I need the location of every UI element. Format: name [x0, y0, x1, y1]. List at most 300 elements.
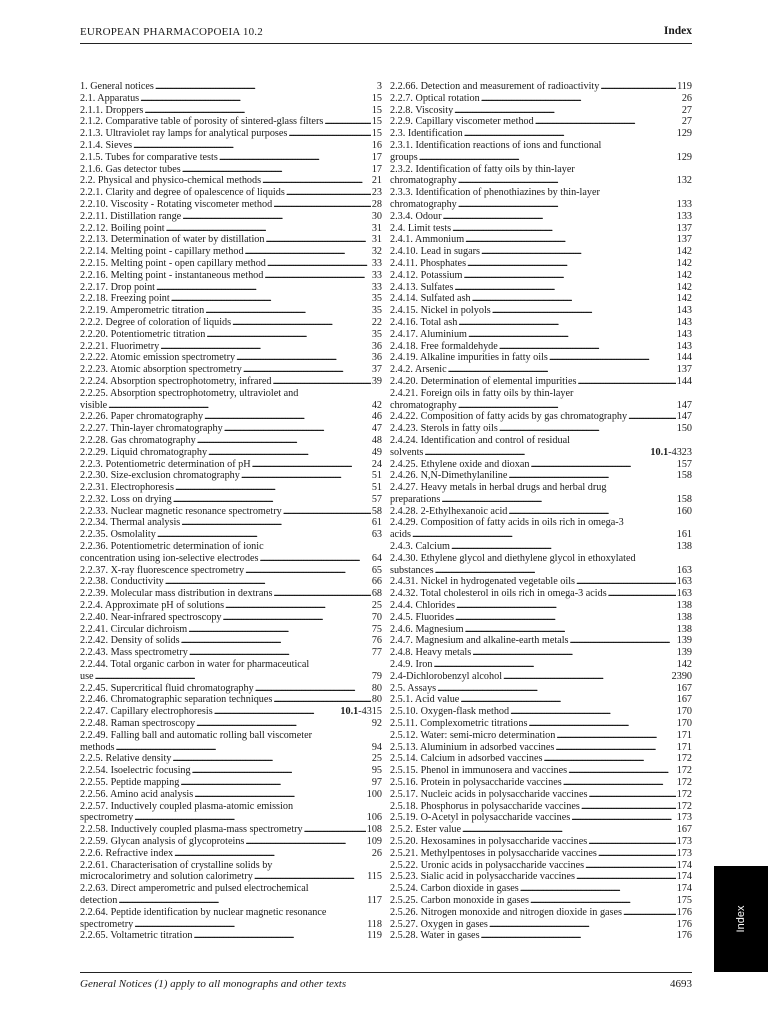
index-entry	[80, 824, 382, 836]
index-entry-text: 2.4.28. 2-Ethylhexanoic acid	[390, 505, 508, 517]
index-entry-text: 2.4.3. Calcium	[390, 541, 450, 553]
index-entry-page	[372, 93, 382, 105]
leader-dots	[463, 270, 675, 282]
index-entry-page-number: 172	[676, 788, 692, 800]
index-entry-page	[677, 836, 692, 848]
index-entry-page-number: 158	[676, 493, 692, 505]
index-entry-page	[677, 506, 692, 518]
index-entry-page-number: 46	[371, 411, 382, 423]
index-entry	[390, 282, 692, 294]
index-entry-text: 2.2.30. Size-exclusion chromatography	[80, 470, 240, 482]
index-entry	[80, 305, 382, 317]
leader-dots	[608, 588, 676, 600]
leader-dots	[454, 105, 681, 117]
index-entry-page	[340, 706, 382, 718]
index-entry-page-number: 175	[676, 894, 692, 906]
index-entry-text: 2.2.29. Liquid chromatography	[80, 446, 208, 458]
leader-dots	[576, 576, 676, 588]
index-entry-page	[677, 246, 692, 258]
index-entry-page	[367, 789, 382, 801]
index-entry-text: 2.2.23. Atomic absorption spectrometry	[80, 364, 242, 376]
index-entry-text: 2.4.9. Iron	[390, 659, 433, 671]
index-entry-page-number: 172	[676, 753, 692, 765]
leader-dots	[452, 223, 676, 235]
index-entry-page	[677, 400, 692, 412]
index-entry-text: 2.2.28. Gas chromatography	[80, 434, 196, 446]
index-entry-page-number: 173	[676, 847, 692, 859]
index-entry-page-number: 137	[676, 364, 692, 376]
index-entry-text: 2.2.22. Atomic emission spectrometry	[80, 352, 236, 364]
leader-dots	[588, 836, 676, 848]
index-entry-page-number: 173	[676, 836, 692, 847]
index-entry-text: 2.5.18. Phosphorus in polysaccharide vaccines	[390, 800, 580, 812]
leader-dots	[528, 718, 675, 730]
index-entry-page-number: 66	[371, 576, 382, 588]
index-entry	[80, 435, 382, 447]
index-entry-text: 2.5.2. Ester value	[390, 824, 462, 836]
index-entry	[390, 588, 692, 600]
index-entry-text: 2.4.25. Ethylene oxide and dioxan	[390, 458, 530, 470]
index-entry	[80, 293, 382, 305]
leader-dots	[508, 506, 675, 518]
leader-dots	[623, 907, 676, 919]
index-entry-page-number: 31	[371, 234, 382, 246]
index-entry	[80, 600, 382, 612]
index-entry-page-number: 76	[371, 635, 382, 647]
index-entry-text: 2.2.12. Boiling point	[80, 222, 165, 234]
leader-dots	[535, 116, 681, 128]
index-entry-page	[677, 659, 692, 671]
index-entry-page	[372, 211, 382, 223]
index-entry-page	[372, 506, 382, 518]
leader-dots	[204, 411, 371, 423]
index-entry	[390, 553, 692, 577]
index-entry-text: 2.2.42. Density of solids	[80, 635, 180, 647]
index-entry-text: 2.2.5. Relative density	[80, 753, 172, 765]
index-entry-page-number: 75	[371, 623, 382, 635]
leader-dots	[225, 600, 371, 612]
index-entry-page-number: 163	[676, 588, 692, 600]
index-entry-text: 2.2.61. Characterisation of crystalline solids by	[80, 859, 273, 871]
index-entry-page-number: 143	[676, 340, 692, 352]
leader-dots	[181, 635, 371, 647]
index-entry-page	[372, 612, 382, 624]
index-entry-page-number: 163	[676, 576, 692, 588]
index-entry	[390, 836, 692, 848]
index-entry-page-number: 79	[371, 670, 382, 682]
index-entry-text: 2.2.65. Voltametric titration	[80, 930, 193, 942]
index-entry-page	[372, 199, 382, 211]
index-entry-text: 2.1.6. Gas detector tubes	[80, 163, 181, 175]
leader-dots	[419, 152, 676, 164]
index-entry-page-number: 61	[371, 517, 382, 529]
leader-dots	[324, 116, 371, 128]
index-entry	[390, 730, 692, 742]
index-entry-page	[372, 258, 382, 270]
index-entry-page-number: 129	[676, 151, 692, 163]
index-entry-text: 2.5. Assays	[390, 682, 437, 694]
index-entry	[80, 152, 382, 164]
index-entry-text: 2.2.47. Capillary electrophoresis	[80, 706, 213, 718]
index-entry-page-number: 157	[676, 458, 692, 470]
index-entry-page	[677, 812, 692, 824]
index-entry-page	[677, 647, 692, 659]
leader-dots	[196, 718, 371, 730]
leader-dots	[508, 470, 675, 482]
index-entry-text: 2.2.48. Raman spectroscopy	[80, 718, 196, 730]
leader-dots	[208, 447, 371, 459]
index-entry	[390, 305, 692, 317]
leader-dots	[585, 860, 676, 872]
index-entry	[80, 175, 382, 187]
leader-dots	[549, 352, 676, 364]
leader-dots	[581, 801, 676, 813]
leader-dots	[443, 211, 676, 223]
index-entry	[80, 447, 382, 459]
index-entry-text: 2.4.21. Foreign oils in fatty oils by thin-layer	[390, 387, 574, 399]
index-entry-text: 2.2.26. Paper chromatography	[80, 411, 204, 423]
leader-dots	[194, 930, 367, 942]
index-entry-page-number: 92	[371, 718, 382, 730]
index-entry	[390, 635, 692, 647]
index-entry-text: 2.2.16. Melting point - instantaneous method	[80, 269, 264, 281]
leader-dots	[243, 364, 371, 376]
leader-dots	[245, 836, 365, 848]
index-entry-text: 2.3.4. Odour	[390, 210, 442, 222]
leader-dots	[468, 329, 676, 341]
index-entry-page	[677, 600, 692, 612]
leader-dots	[140, 93, 371, 105]
index-entry-page	[677, 930, 692, 942]
index-entry	[80, 352, 382, 364]
index-entry-text: 2.4.8. Heavy metals	[390, 647, 472, 659]
index-entry-text: 2.2.17. Drop point	[80, 281, 155, 293]
index-entry	[390, 211, 692, 223]
index-entry	[390, 706, 692, 718]
index-entry-page-number: 142	[676, 293, 692, 305]
index-entry	[80, 683, 382, 695]
index-entry	[390, 765, 692, 777]
index-entry-page	[372, 364, 382, 376]
index-entry-text: 2.4.27. Heavy metals in herbal drugs and herbal drug	[390, 482, 607, 494]
index-entry	[80, 470, 382, 482]
leader-dots	[197, 435, 371, 447]
leader-dots	[273, 199, 371, 211]
index-entry	[390, 671, 692, 683]
index-entry-page	[677, 801, 692, 813]
index-entry-text: 2.5.22. Uronic acids in polysaccharide vaccines	[390, 859, 585, 871]
index-entry	[80, 246, 382, 258]
index-entry-text: 2.5.19. O-Acetyl in polysaccharide vaccines	[390, 812, 571, 824]
index-entry-text: 2.5.17. Nucleic acids in polysaccharide vaccines	[390, 788, 588, 800]
index-entry-page	[677, 305, 692, 317]
leader-dots	[598, 848, 676, 860]
index-entry-page-number: 39	[371, 375, 382, 387]
leader-dots	[95, 671, 371, 683]
index-entry	[80, 647, 382, 659]
leader-dots	[454, 282, 675, 294]
leader-dots	[252, 459, 371, 471]
index-entry-page	[372, 553, 382, 565]
index-entry	[390, 694, 692, 706]
index-entry-page	[372, 423, 382, 435]
leader-dots	[273, 694, 370, 706]
index-entry	[390, 164, 692, 188]
index-entry-page-number: 161	[676, 529, 692, 541]
leader-dots	[628, 411, 676, 423]
index-entry-page	[367, 871, 382, 883]
index-entry-page-number: 176	[676, 906, 692, 918]
index-entry-text: 2.2.66. Detection and measurement of radioactivity	[390, 81, 600, 92]
index-entry-page-number: 64	[371, 552, 382, 564]
leader-dots	[462, 824, 676, 836]
index-entry-page-number: 51	[371, 470, 382, 482]
index-entry	[80, 187, 382, 199]
index-entry-text: 2.5.12. Water: semi-micro determination	[390, 729, 556, 741]
index-entry-page	[372, 175, 382, 187]
index-entry-page-number: 147	[676, 411, 692, 423]
index-entry-text: 2.2.63. Direct amperometric and pulsed electrochemical	[80, 883, 309, 895]
leader-dots	[160, 341, 371, 353]
index-entry	[80, 694, 382, 706]
index-entry-text: 2.2.6. Refractive index	[80, 847, 174, 859]
index-entry-text: 2.2.35. Osmolality	[80, 529, 156, 541]
index-entry-page-number: 106	[366, 812, 382, 824]
leader-dots	[194, 789, 366, 801]
index-entry-page	[372, 317, 382, 329]
index-entry-text: spectrometry	[80, 812, 134, 824]
index-entry-page	[677, 529, 692, 541]
leader-dots	[433, 659, 675, 671]
index-entry-text: 2.4.20. Determination of elemental impurities	[390, 375, 577, 387]
index-entry-page-supplement: 10.1	[650, 446, 669, 458]
index-entry	[390, 187, 692, 211]
index-entry-page-number: 32	[371, 246, 382, 258]
index-entry	[80, 576, 382, 588]
index-entry-page-number: 170	[676, 706, 692, 718]
index-entry-page-number: 15	[371, 104, 382, 116]
leader-dots	[206, 329, 370, 341]
leader-dots	[464, 128, 676, 140]
index-entry-page-number: 144	[676, 375, 692, 387]
index-entry	[390, 930, 692, 942]
leader-dots	[118, 895, 366, 907]
index-entry-text: 2.2.19. Amperometric titration	[80, 305, 205, 317]
index-entry-page	[372, 647, 382, 659]
index-entry	[390, 576, 692, 588]
leader-dots	[245, 565, 371, 577]
index-entry-page	[677, 317, 692, 329]
index-entry-page-number: 150	[676, 423, 692, 435]
index-entry	[80, 860, 382, 884]
index-entry-text: 2.2.15. Melting point - open capillary method	[80, 257, 266, 269]
index-entry-text: 2.4.17. Aluminium	[390, 328, 467, 340]
index-entry-page-number: 167	[676, 682, 692, 694]
index-entry-text: 2.4.18. Free formaldehyde	[390, 340, 498, 352]
index-entry-text: 2.2.4. Approximate pH of solutions	[80, 600, 225, 612]
index-entry-page-number: 160	[676, 505, 692, 517]
index-entry-page	[372, 624, 382, 636]
index-entry-page-number: 172	[676, 765, 692, 777]
index-entry-page-number: 143	[676, 328, 692, 340]
index-entry	[80, 635, 382, 647]
index-entry	[390, 246, 692, 258]
index-entry	[80, 341, 382, 353]
index-entry-page	[677, 824, 692, 836]
index-entry-page-number: 138	[676, 623, 692, 635]
index-entry-page	[677, 718, 692, 730]
index-entry	[80, 848, 382, 860]
index-entry	[390, 411, 692, 423]
index-entry-text: 2.2. Physical and physico-chemical methods	[80, 175, 262, 187]
leader-dots	[472, 647, 676, 659]
leader-dots	[171, 293, 371, 305]
leader-dots	[458, 199, 676, 211]
index-entry-page	[677, 341, 692, 353]
footer-note: General Notices (1) apply to all monographs and other texts	[80, 978, 347, 990]
index-entry-page	[677, 329, 692, 341]
index-entry-text: 2.4.2. Arsenic	[390, 364, 447, 376]
index-column-left	[80, 81, 382, 942]
index-entry-page	[372, 329, 382, 341]
index-entry-text: 2.2.49. Falling ball and automatic rolling ball viscometer	[80, 729, 312, 741]
index-entry-page-number: 132	[676, 175, 692, 187]
index-entry	[80, 494, 382, 506]
index-entry-page	[372, 565, 382, 577]
leader-dots	[166, 223, 371, 235]
leader-dots	[481, 93, 681, 105]
index-entry-text: chromatography	[390, 175, 457, 187]
index-entry-text: 2.4.10. Lead in sugars	[390, 246, 480, 258]
leader-dots	[530, 895, 676, 907]
index-entry-page	[372, 400, 382, 412]
index-entry-text: 2.2.43. Mass spectrometry	[80, 647, 188, 659]
leader-dots	[503, 671, 671, 683]
index-entry-page	[372, 753, 382, 765]
index-entry	[80, 624, 382, 636]
index-entry-page-number: 26	[681, 92, 692, 104]
index-entry	[80, 506, 382, 518]
index-entry-page-number: 23	[371, 187, 382, 199]
index-entry	[390, 423, 692, 435]
index-entry-page	[677, 541, 692, 553]
index-entry	[390, 860, 692, 872]
index-entry-page-number: 27	[681, 104, 692, 116]
footer-rule	[80, 972, 692, 973]
index-entry-text: 2.2.58. Inductively coupled plasma-mass spectrometry	[80, 824, 303, 836]
index-entry-page-number: 129	[676, 128, 692, 140]
index-entry-text: 2.2.41. Circular dichroism	[80, 623, 188, 635]
index-entry-text: methods	[80, 741, 115, 753]
leader-dots	[530, 459, 675, 471]
index-entry	[80, 730, 382, 754]
leader-dots	[455, 612, 676, 624]
leader-dots	[424, 447, 649, 459]
index-entry	[80, 789, 382, 801]
index-entry-page	[372, 270, 382, 282]
index-entry	[80, 270, 382, 282]
index-entry-page-number: 27	[681, 116, 692, 128]
index-entry-page-number: 118	[367, 918, 382, 930]
index-entry-text: 2.3.2. Identification of fatty oils by thin-layer	[390, 163, 575, 175]
page-number: 4693	[670, 978, 692, 990]
leader-dots	[214, 706, 340, 718]
index-entry	[390, 789, 692, 801]
index-entry-page-number: 16	[371, 139, 382, 151]
index-entry-page-number: 51	[371, 482, 382, 494]
index-entry-page	[372, 282, 382, 294]
index-entry-page	[677, 706, 692, 718]
index-entry-text: 2.2.7. Optical rotation	[390, 92, 480, 104]
index-entry-text: 2.2.44. Total organic carbon in water for pharmaceutical	[80, 659, 310, 671]
leader-dots	[174, 848, 371, 860]
index-entry-text: preparations	[390, 493, 441, 505]
index-entry-page	[372, 576, 382, 588]
index-entry	[390, 895, 692, 907]
index-entry-text: visible	[80, 399, 108, 411]
index-entry	[390, 624, 692, 636]
index-entry-page-number: 36	[371, 352, 382, 364]
index-entry-page	[677, 907, 692, 919]
index-entry-page	[372, 470, 382, 482]
index-entry	[80, 517, 382, 529]
index-entry-page-number: 142	[676, 257, 692, 269]
index-entry	[390, 223, 692, 235]
index-entry-page	[372, 435, 382, 447]
index-entry-page-number: 143	[676, 305, 692, 317]
index-entry-page-number: 35	[371, 328, 382, 340]
index-entry-page	[677, 494, 692, 506]
index-entry	[390, 81, 692, 93]
leader-dots	[458, 317, 675, 329]
index-entry	[80, 140, 382, 152]
index-entry-page-number: 109	[366, 836, 382, 847]
leader-dots	[571, 812, 676, 824]
index-entry-text: 2.4. Limit tests	[390, 222, 452, 234]
index-entry-page	[372, 517, 382, 529]
index-entry-page	[677, 789, 692, 801]
index-entry-text: 2.1.5. Tubes for comparative tests	[80, 151, 218, 163]
leader-dots	[555, 742, 675, 754]
index-entry-page	[677, 694, 692, 706]
index-entry-page	[677, 293, 692, 305]
leader-dots	[458, 400, 676, 412]
index-entry	[80, 105, 382, 117]
index-entry-text: 2.4.23. Sterols in fatty oils	[390, 423, 498, 435]
index-entry-page-number: 172	[676, 800, 692, 812]
index-entry-page	[677, 211, 692, 223]
running-header-section: Index	[663, 25, 692, 37]
leader-dots	[467, 258, 676, 270]
leader-dots	[182, 211, 371, 223]
leader-dots	[288, 128, 370, 140]
index-entry-text: 2.5.16. Protein in polysaccharide vaccines	[390, 777, 562, 789]
index-entry-page	[682, 105, 692, 117]
index-entry	[390, 541, 692, 553]
leader-dots	[223, 612, 371, 624]
index-entry-page-number: 167	[676, 824, 692, 836]
index-entry-page	[367, 919, 382, 931]
index-entry	[390, 801, 692, 813]
index-entry-text: 2.5.15. Phenol in immunosera and vaccines	[390, 765, 568, 777]
leader-dots	[563, 777, 676, 789]
index-entry-page	[677, 777, 692, 789]
index-entry-text: 2.4.30. Ethylene glycol and diethylene glycol in ethoxylated	[390, 552, 636, 564]
index-entry-page	[677, 270, 692, 282]
index-entry-page-number: 17	[371, 163, 382, 175]
index-entry-page	[372, 635, 382, 647]
index-entry-text: 2.3.1. Identification reactions of ions and functional	[390, 139, 602, 151]
